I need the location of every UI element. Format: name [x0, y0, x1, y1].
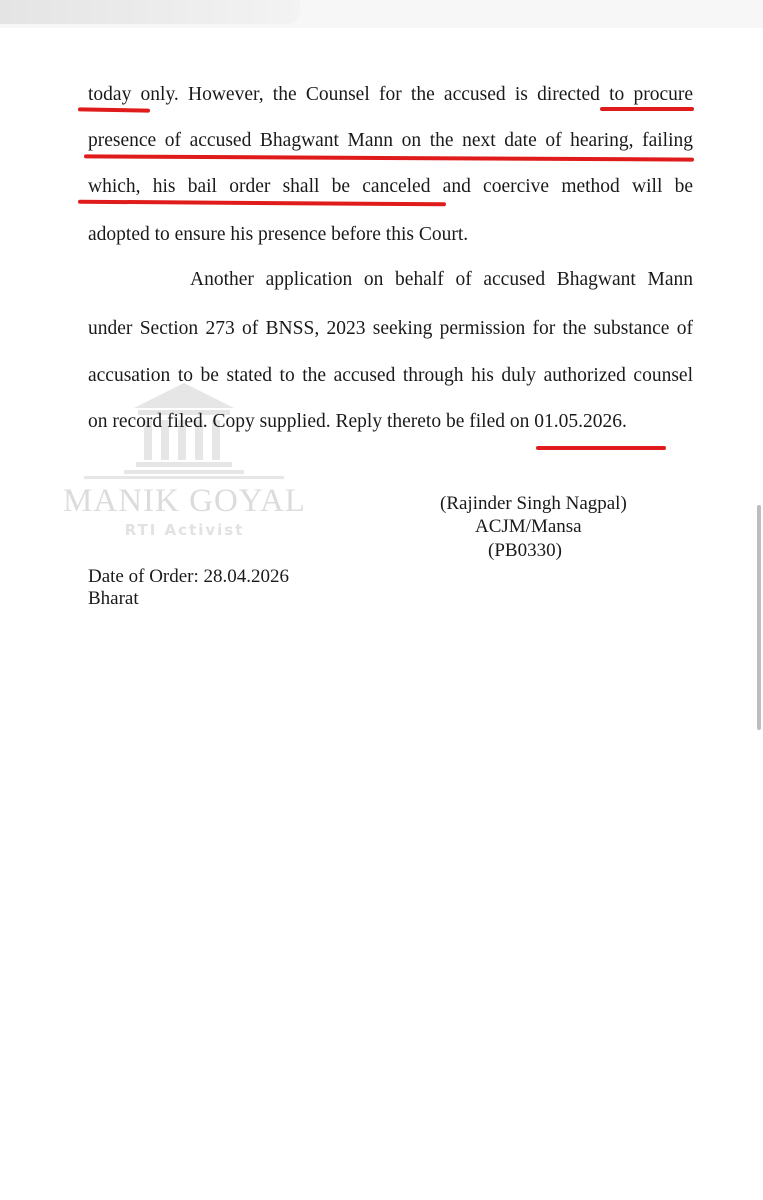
order-line-6: under Section 273 of BNSS, 2023 seeking permission for the substance of [88, 318, 693, 339]
underline-presence-line [84, 154, 694, 161]
underline-to-procure [600, 107, 694, 111]
underline-today [78, 107, 150, 112]
clerk-initials: Bharat [88, 588, 139, 609]
order-line-1: today only. However, the Counsel for the accused is directed to procure [88, 84, 693, 105]
status-bar [0, 0, 763, 28]
order-line-3: which, his bail order shall be canceled and coercive method will be [88, 176, 693, 197]
order-line-7: accusation to be stated to the accused through his duly authorized counsel [88, 365, 693, 386]
scrollbar[interactable] [757, 505, 761, 730]
underline-bail-order [78, 200, 446, 207]
order-line-2: presence of accused Bhagwant Mann on the next date of hearing, failing [88, 130, 693, 151]
watermark-name: MANIK GOYAL [63, 483, 306, 519]
judge-designation: ACJM/Mansa [475, 516, 582, 537]
date-of-order: Date of Order: 28.04.2026 [88, 566, 290, 587]
status-pill [0, 0, 300, 24]
judge-code: (PB0330) [488, 540, 562, 561]
watermark-role: RTI Activist [124, 521, 245, 539]
order-line-5: Another application on behalf of accused Bhagwant Mann [190, 269, 693, 290]
underline-reply-date [536, 446, 666, 450]
order-line-8: on record filed. Copy supplied. Reply thereto be filed on 01.05.2026. [88, 411, 627, 432]
judge-name: (Rajinder Singh Nagpal) [440, 493, 627, 514]
order-line-4: adopted to ensure his presence before this Court. [88, 224, 469, 245]
